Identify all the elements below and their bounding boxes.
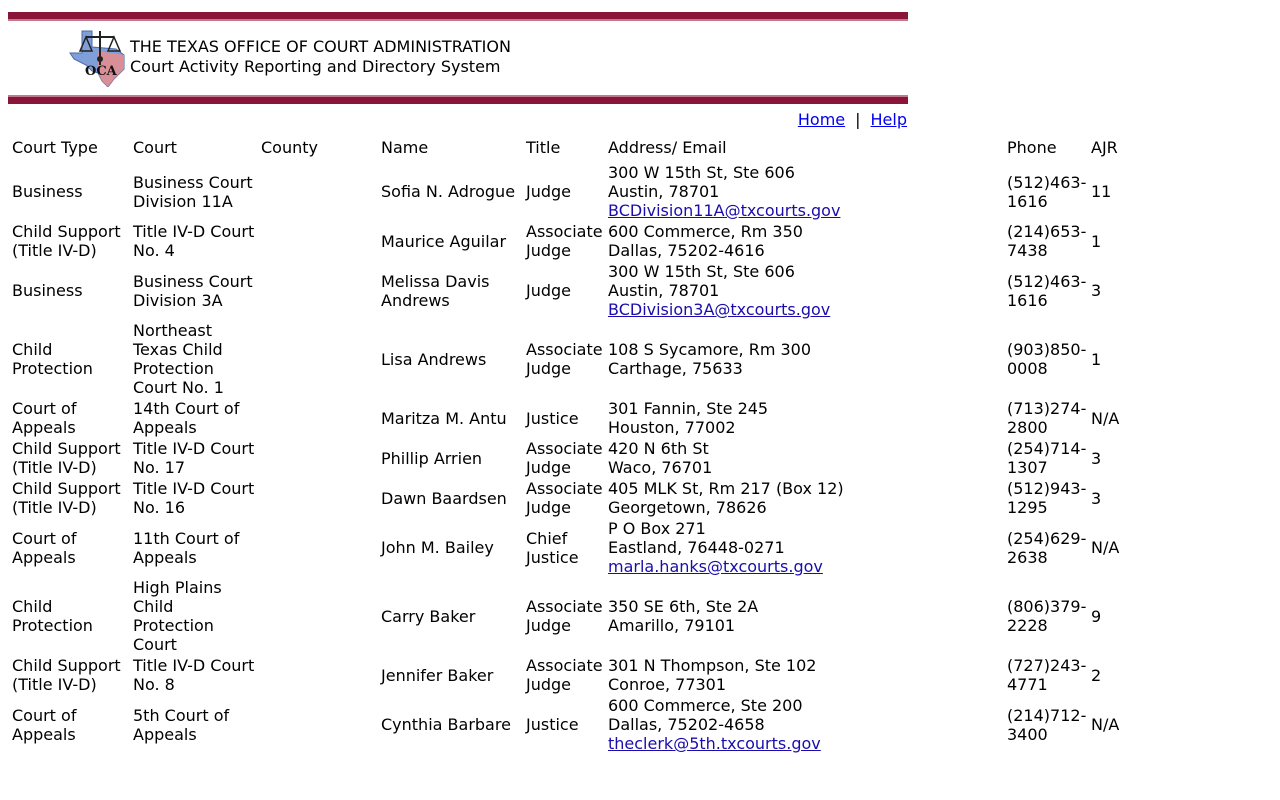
county-cell bbox=[261, 479, 377, 517]
court-type-cell: Child Protection bbox=[12, 340, 93, 378]
address-line-2: Amarillo, 79101 bbox=[608, 616, 736, 635]
address-cell bbox=[608, 696, 1003, 753]
phone-cell: (512)463-1616 bbox=[1007, 172, 1087, 211]
column-header-address: Address/ Email bbox=[608, 138, 727, 157]
phone-cell: (254)629-2638 bbox=[1007, 528, 1087, 567]
email-link[interactable]: BCDivision11A@txcourts.gov bbox=[608, 201, 841, 220]
judge-name-cell: Carry Baker bbox=[381, 606, 476, 626]
court-type-cell: Court of Appeals bbox=[12, 399, 77, 437]
address-cell bbox=[608, 439, 1003, 477]
court-cell: Title IV-D Court No. 17 bbox=[133, 439, 255, 477]
address-line-2: Austin, 78701 bbox=[608, 281, 720, 300]
email-link[interactable]: BCDivision3A@txcourts.gov bbox=[608, 300, 831, 319]
ajr-cell: N/A bbox=[1091, 408, 1120, 428]
judge-name-cell: Maurice Aguilar bbox=[381, 231, 507, 251]
column-header-name: Name bbox=[381, 138, 429, 157]
table-row bbox=[12, 321, 1131, 397]
address-line-1: P O Box 271 bbox=[608, 519, 706, 538]
judge-name-cell: Jennifer Baker bbox=[381, 665, 494, 685]
court-cell: 5th Court of Appeals bbox=[133, 705, 230, 744]
court-type-cell: Child Support (Title IV-D) bbox=[12, 439, 121, 477]
address-cell bbox=[608, 479, 1003, 517]
ajr-cell: N/A bbox=[1091, 715, 1120, 734]
address-line-2: Conroe, 77301 bbox=[608, 675, 727, 694]
judge-title-cell: Judge bbox=[526, 182, 572, 201]
court-cell: High Plains Child Protection Court bbox=[133, 578, 222, 654]
judge-name-cell: Sofia N. Adrogue bbox=[381, 182, 516, 201]
judge-title-cell: Associate Judge bbox=[526, 597, 603, 635]
phone-cell: (214)653-7438 bbox=[1007, 222, 1087, 260]
ajr-cell: 2 bbox=[1091, 665, 1102, 685]
address-line-2: Dallas, 75202-4658 bbox=[608, 715, 765, 734]
judge-title-cell: Chief Justice bbox=[526, 528, 579, 567]
table-row bbox=[12, 439, 1131, 477]
ajr-cell: 3 bbox=[1091, 448, 1102, 468]
address-line-2: Dallas, 75202-4616 bbox=[608, 241, 765, 260]
address-line-1: 405 MLK St, Rm 217 (Box 12) bbox=[608, 479, 844, 498]
help-link[interactable]: Help bbox=[870, 110, 907, 129]
judge-name-cell: Dawn Baardsen bbox=[381, 488, 507, 508]
ajr-cell: 3 bbox=[1091, 488, 1102, 508]
address-line-1: 600 Commerce, Rm 350 bbox=[608, 222, 803, 241]
court-cell: Northeast Texas Child Protection Court No. 1 bbox=[133, 321, 224, 397]
address-line-2: Eastland, 76448-0271 bbox=[608, 538, 785, 557]
header-bottom-rule bbox=[8, 95, 908, 104]
email-link[interactable]: theclerk@5th.txcourts.gov bbox=[608, 734, 821, 753]
table-header-row bbox=[12, 138, 1131, 161]
agency-title: THE TEXAS OFFICE OF COURT ADMINISTRATION bbox=[130, 37, 511, 56]
judge-name-cell: John M. Bailey bbox=[381, 538, 494, 557]
judge-name-cell: Lisa Andrews bbox=[381, 349, 487, 369]
address-line-1: 350 SE 6th, Ste 2A bbox=[608, 597, 759, 616]
judge-name-cell: Phillip Arrien bbox=[381, 448, 483, 468]
directory-table bbox=[8, 136, 1135, 755]
column-header-phone: Phone bbox=[1007, 138, 1057, 157]
address-cell bbox=[608, 262, 1003, 319]
address-line-1: 420 N 6th St bbox=[608, 439, 709, 458]
address-line-1: 301 Fannin, Ste 245 bbox=[608, 399, 769, 418]
table-row bbox=[12, 163, 1131, 220]
county-cell bbox=[261, 696, 377, 753]
table-row bbox=[12, 262, 1131, 319]
address-cell bbox=[608, 163, 1003, 220]
judge-title-cell: Associate Judge bbox=[526, 479, 603, 517]
judge-name-cell: Cynthia Barbare bbox=[381, 715, 511, 734]
court-cell: Title IV-D Court No. 4 bbox=[133, 222, 255, 260]
column-header-county: County bbox=[261, 138, 318, 157]
court-cell: Title IV-D Court No. 8 bbox=[133, 656, 255, 694]
phone-cell: (254)714-1307 bbox=[1007, 439, 1087, 477]
court-type-cell: Court of Appeals bbox=[12, 705, 77, 744]
judge-title-cell: Judge bbox=[526, 281, 572, 300]
court-type-cell: Child Protection bbox=[12, 597, 93, 635]
judge-title-cell: Associate Judge bbox=[526, 656, 603, 694]
table-row bbox=[12, 519, 1131, 576]
court-cell: Business Court Division 11A bbox=[133, 172, 253, 211]
phone-cell: (512)943-1295 bbox=[1007, 479, 1087, 517]
ajr-cell: N/A bbox=[1091, 538, 1120, 557]
home-link[interactable]: Home bbox=[797, 110, 846, 129]
phone-cell: (713)274-2800 bbox=[1007, 399, 1087, 437]
address-cell bbox=[608, 656, 1003, 694]
court-cell: 11th Court of Appeals bbox=[133, 528, 240, 567]
judge-name-cell: Melissa Davis Andrews bbox=[381, 271, 490, 310]
address-line-1: 108 S Sycamore, Rm 300 bbox=[608, 340, 812, 359]
header-top-rule bbox=[8, 12, 908, 21]
county-cell bbox=[261, 163, 377, 220]
column-header-ajr: AJR bbox=[1091, 138, 1118, 157]
judge-title-cell: Justice bbox=[526, 408, 579, 428]
ajr-cell: 9 bbox=[1091, 606, 1102, 626]
table-row bbox=[12, 696, 1131, 753]
judge-title-cell: Justice bbox=[526, 715, 579, 734]
top-navigation bbox=[798, 110, 907, 129]
address-line-2: Houston, 77002 bbox=[608, 418, 736, 437]
table-row bbox=[12, 222, 1131, 260]
address-cell bbox=[608, 321, 1003, 397]
column-header-court-type: Court Type bbox=[12, 138, 98, 157]
address-cell bbox=[608, 578, 1003, 654]
table-row bbox=[12, 479, 1131, 517]
address-cell bbox=[608, 222, 1003, 260]
email-link[interactable]: marla.hanks@txcourts.gov bbox=[608, 557, 823, 576]
court-cell: Business Court Division 3A bbox=[133, 271, 253, 310]
table-row bbox=[12, 578, 1131, 654]
court-type-cell: Child Support (Title IV-D) bbox=[12, 479, 121, 517]
judge-title-cell: Associate Judge bbox=[526, 222, 603, 260]
judge-title-cell: Associate Judge bbox=[526, 340, 603, 378]
county-cell bbox=[261, 656, 377, 694]
nav-separator: | bbox=[855, 110, 861, 129]
address-line-1: 301 N Thompson, Ste 102 bbox=[608, 656, 817, 675]
oca-texas-logo-icon bbox=[68, 25, 130, 87]
address-line-2: Waco, 76701 bbox=[608, 458, 713, 477]
address-line-2: Austin, 78701 bbox=[608, 182, 720, 201]
phone-cell: (903)850-0008 bbox=[1007, 340, 1087, 378]
page-header bbox=[8, 12, 908, 104]
ajr-cell: 1 bbox=[1091, 231, 1102, 251]
county-cell bbox=[261, 519, 377, 576]
table-row bbox=[12, 399, 1131, 437]
judge-name-cell: Maritza M. Antu bbox=[381, 408, 507, 428]
county-cell bbox=[261, 262, 377, 319]
phone-cell: (214)712-3400 bbox=[1007, 705, 1087, 744]
address-cell bbox=[608, 519, 1003, 576]
ajr-cell: 11 bbox=[1091, 182, 1112, 201]
phone-cell: (806)379-2228 bbox=[1007, 597, 1087, 635]
system-title: Court Activity Reporting and Directory System bbox=[130, 57, 501, 76]
county-cell bbox=[261, 578, 377, 654]
table-row bbox=[12, 656, 1131, 694]
court-cell: 14th Court of Appeals bbox=[133, 399, 240, 437]
court-type-cell: Child Support (Title IV-D) bbox=[12, 222, 121, 260]
svg-text:OCA: OCA bbox=[85, 64, 117, 79]
court-type-cell: Child Support (Title IV-D) bbox=[12, 656, 121, 694]
column-header-title: Title bbox=[526, 138, 561, 157]
address-line-1: 300 W 15th St, Ste 606 bbox=[608, 163, 795, 182]
court-type-cell: Business bbox=[12, 281, 83, 300]
court-cell: Title IV-D Court No. 16 bbox=[133, 479, 255, 517]
address-cell bbox=[608, 399, 1003, 437]
court-type-cell: Business bbox=[12, 182, 83, 201]
address-line-2: Georgetown, 78626 bbox=[608, 498, 767, 517]
judge-title-cell: Associate Judge bbox=[526, 439, 603, 477]
address-line-1: 300 W 15th St, Ste 606 bbox=[608, 262, 795, 281]
address-line-1: 600 Commerce, Ste 200 bbox=[608, 696, 803, 715]
county-cell bbox=[261, 439, 377, 477]
county-cell bbox=[261, 321, 377, 397]
county-cell bbox=[261, 222, 377, 260]
court-type-cell: Court of Appeals bbox=[12, 528, 77, 567]
header-banner bbox=[8, 21, 908, 95]
address-line-2: Carthage, 75633 bbox=[608, 359, 743, 378]
phone-cell: (512)463-1616 bbox=[1007, 271, 1087, 310]
ajr-cell: 3 bbox=[1091, 281, 1102, 300]
ajr-cell: 1 bbox=[1091, 349, 1102, 369]
column-header-court: Court bbox=[133, 138, 177, 157]
county-cell bbox=[261, 399, 377, 437]
phone-cell: (727)243-4771 bbox=[1007, 656, 1087, 694]
